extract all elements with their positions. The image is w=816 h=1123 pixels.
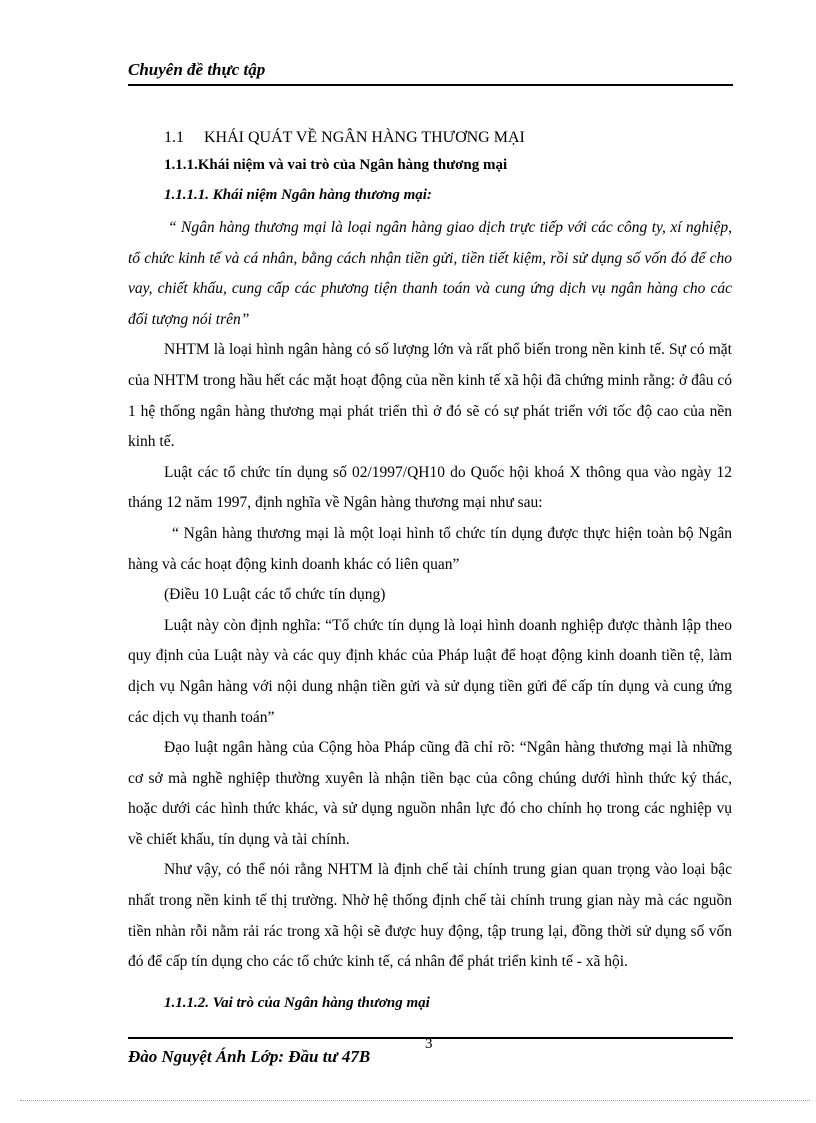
section-title: KHÁI QUÁT VỀ NGÂN HÀNG THƯƠNG MẠI	[204, 129, 525, 146]
header-rule	[128, 84, 733, 86]
subsubsection-heading-2: 1.1.1.2. Vai trò của Ngân hàng thương mại	[164, 995, 430, 1011]
section-number: 1.1	[164, 129, 184, 146]
paragraph: Đạo luật ngân hàng của Cộng hòa Pháp cũng đã chỉ rõ: “Ngân hàng thương mại là những cơ sở mà nghề nghiệp thường xuyên là nhận tiền bạc của công chúng dưới hình thức ký thác, hoặc dưới các hình thức khác, và sử dụng nguồn nhân lực đó cho chính họ trong các nghiệp vụ về chiết khấu, tín dụng và tài chính.	[128, 739, 732, 848]
paragraph: Luật này còn định nghĩa: “Tổ chức tín dụng là loại hình doanh nghiệp được thành lập theo quy định của Luật này và các quy định khác của Pháp luật để hoạt động kinh doanh tiền tệ, làm dịch vụ Ngân hàng với nội dung nhận tiền gửi và sử dụng tiền gửi để cấp tín dụng và cung ứng các dịch vụ thanh toán”	[128, 616, 732, 726]
paragraph: Như vậy, có thể nói rằng NHTM là định chế tài chính trung gian quan trọng vào loại bậc nhất trong nền kinh tế thị trường. Nhờ hệ thống định chế tài chính trung gian này mà các nguồn tiền nhàn rỗi nằm rải rác trong xã hội sẽ được huy động, tập trung lại, đồng thời sử dụng số vốn đó để cấp tín dụng cho các tổ chức kinh tế, cá nhân để phát triển kinh tế - xã hội.	[128, 861, 732, 971]
paragraph-citation: (Điều 10 Luật các tổ chức tín dụng)	[164, 586, 386, 604]
paragraph: NHTM là loại hình ngân hàng có số lượng lớn và rất phổ biến trong nền kinh tế. Sự có mặt của NHTM trong hầu hết các mặt hoạt động của nền kinh tế xã hội đã chứng minh rằng: ở đâu có 1 hệ thống ngân hàng thương mại phát triển thì ở đó sẽ có sự phát triển với tốc độ cao của nền kinh tế.	[128, 341, 732, 451]
paragraph-definition-quote: “ Ngân hàng thương mại là loại ngân hàng giao dịch trực tiếp với các công ty, xí nghiệp, tổ chức kinh tế và cá nhân, bằng cách nhận tiền gửi, tiền tiết kiệm, rồi sử dụng số vốn đó để cho vay, chiết khấu, cung cấp các phương tiện thanh toán và cung ứng dịch vụ ngân hàng cho các đối tượng nói trên”	[128, 219, 732, 328]
footer-author: Đào Nguyệt Ánh Lớp: Đầu tư 47B	[128, 1047, 371, 1066]
paragraph: Luật các tổ chức tín dụng số 02/1997/QH10 do Quốc hội khoá X thông qua vào ngày 12 tháng 12 năm 1997, định nghĩa về Ngân hàng thương mại như sau:	[128, 463, 732, 512]
paragraph-law-quote: “ Ngân hàng thương mại là một loại hình tổ chức tín dụng được thực hiện toàn bộ Ngân hàng và các hoạt động kinh doanh khác có liên quan”	[128, 524, 732, 573]
header-title: Chuyên đề thực tập	[128, 60, 266, 79]
page-bottom-dotted-line	[20, 1100, 810, 1101]
section-heading	[164, 129, 525, 147]
subsection-heading: 1.1.1.Khái niệm và vai trò của Ngân hàng thương mại	[164, 157, 508, 173]
body-text	[128, 213, 732, 978]
page-number: 3	[425, 1036, 433, 1052]
subsubsection-heading-1: 1.1.1.1. Khái niệm Ngân hàng thương mại:	[164, 187, 432, 203]
